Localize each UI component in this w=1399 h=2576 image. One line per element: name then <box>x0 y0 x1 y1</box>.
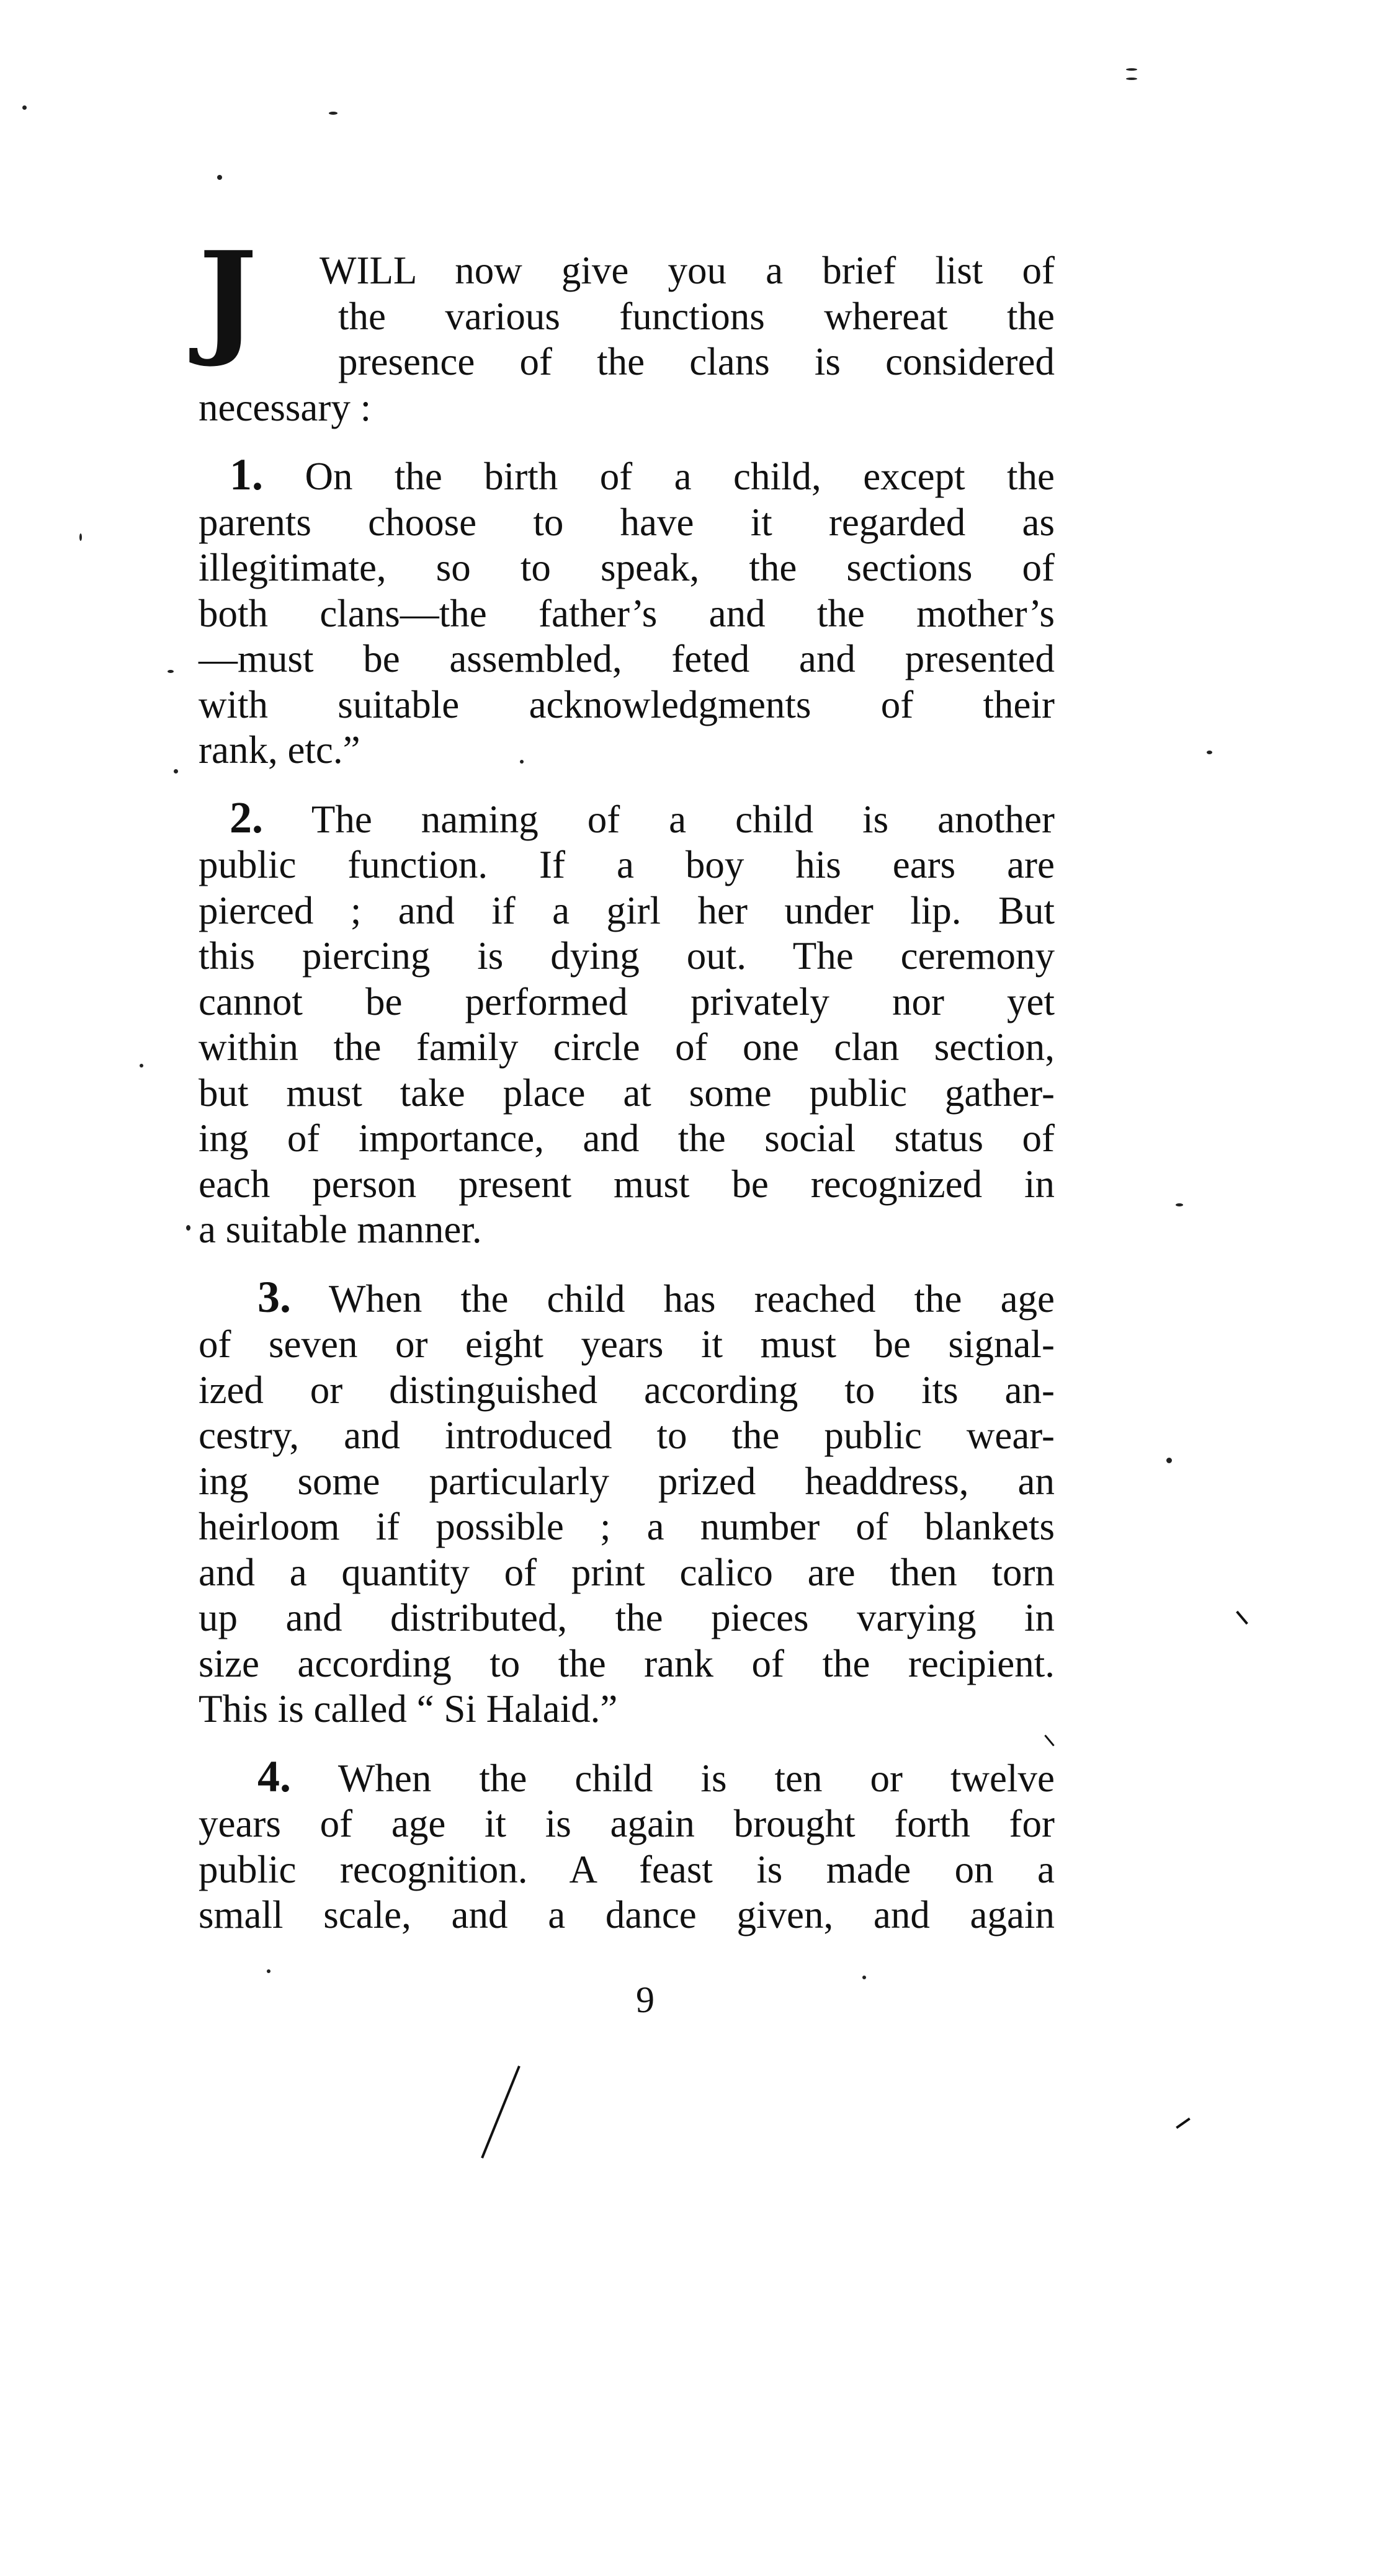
scan-speck <box>168 670 174 673</box>
paragraph-line: heirloom if possible ; a number of blankets <box>199 1505 1055 1548</box>
paragraph-line: both clans—the father’s and the mother’s <box>199 591 1055 635</box>
scan-speck <box>140 1064 143 1067</box>
paragraph-line: public recognition. A feast is made on a <box>199 1847 1055 1891</box>
scan-speck <box>1126 68 1137 71</box>
paragraph-line: this piercing is dying out. The ceremony <box>199 934 1055 978</box>
paragraph-line: ing of importance, and the social status of <box>199 1116 1055 1160</box>
paragraph-line: illegitimate, so to speak, the sections of <box>199 546 1055 589</box>
scan-speck <box>862 1976 866 1979</box>
paragraph-line: cannot be performed privately nor yet <box>199 979 1055 1023</box>
scan-speck <box>186 1225 190 1231</box>
scan-speck <box>1207 751 1212 754</box>
scan-speck <box>520 760 524 764</box>
scan-speck <box>22 105 27 110</box>
intro-line: presence of the clans is considered <box>338 340 1055 383</box>
intro-line: WILL now give you a brief list of <box>320 249 1055 292</box>
paragraph-number: 3. <box>257 1272 291 1322</box>
page-body <box>199 225 1055 1938</box>
paragraph-line: pierced ; and if a girl her under lip. But <box>199 888 1055 932</box>
paragraph-line: within the family circle of one clan section, <box>199 1025 1055 1069</box>
pencil-mark <box>1236 1611 1248 1624</box>
paragraph-line: public function. If a boy his ears are <box>199 843 1055 886</box>
paragraph-line: 2. The naming of a child is another <box>230 792 1055 842</box>
intro-paragraph <box>199 225 1055 430</box>
paragraph-number: 2. <box>230 792 263 842</box>
scan-speck <box>267 1969 270 1973</box>
paragraph-line: ized or distinguished according to its an- <box>199 1368 1055 1412</box>
pencil-mark <box>1176 2118 1191 2129</box>
paragraph-line: 3. When the child has reached the age <box>257 1272 1055 1322</box>
paragraph-line: 4. When the child is ten or twelve <box>257 1751 1055 1801</box>
paragraph-line: a suitable manner. <box>199 1208 482 1251</box>
paragraph-line: of seven or eight years it must be signal- <box>199 1322 1055 1366</box>
paragraph-line: small scale, and a dance given, and again <box>199 1893 1055 1936</box>
paragraph-line: ing some particularly prized headdress, an <box>199 1459 1055 1503</box>
paragraph-line: cestry, and introduced to the public wear- <box>199 1414 1055 1457</box>
paragraph-number: 1. <box>230 450 263 499</box>
pencil-mark <box>481 2066 521 2159</box>
paragraph-line: size according to the rank of the recipient. <box>199 1641 1055 1685</box>
intro-line: the various functions whereat the <box>338 294 1055 338</box>
numbered-paragraph-1 <box>199 452 1055 773</box>
numbered-paragraph-3 <box>199 1272 1055 1732</box>
numbered-paragraph-4 <box>199 1751 1055 1938</box>
paragraph-line: This is called “ Si Halaid.” <box>199 1687 618 1731</box>
scan-speck <box>217 175 222 180</box>
page-number: 9 <box>636 1979 655 2020</box>
paragraph-line: and a quantity of print calico are then torn <box>199 1550 1055 1594</box>
scan-speck <box>1126 78 1137 80</box>
paragraph-line: years of age it is again brought forth for <box>199 1802 1055 1845</box>
drop-cap: J <box>199 225 257 370</box>
scan-speck <box>174 769 178 773</box>
paragraph-line: up and distributed, the pieces varying in <box>199 1596 1055 1639</box>
paragraph-line: but must take place at some public gather- <box>199 1071 1055 1115</box>
paragraph-line: parents choose to have it regarded as <box>199 500 1055 544</box>
scan-speck <box>79 533 82 541</box>
paragraph-number: 4. <box>257 1751 291 1801</box>
paragraph-line: 1. On the birth of a child, except the <box>230 450 1055 499</box>
scan-speck <box>1176 1203 1183 1206</box>
intro-line: necessary : <box>199 385 372 429</box>
scan-speck <box>329 112 337 115</box>
paragraph-line: rank, etc.” <box>199 728 360 772</box>
paragraph-line: with suitable acknowledgments of their <box>199 682 1055 726</box>
scan-speck <box>1166 1458 1172 1463</box>
paragraph-line: each person present must be recognized in <box>199 1162 1055 1206</box>
numbered-paragraph-2 <box>199 792 1055 1253</box>
paragraph-line: —must be assembled, feted and presented <box>199 637 1055 680</box>
